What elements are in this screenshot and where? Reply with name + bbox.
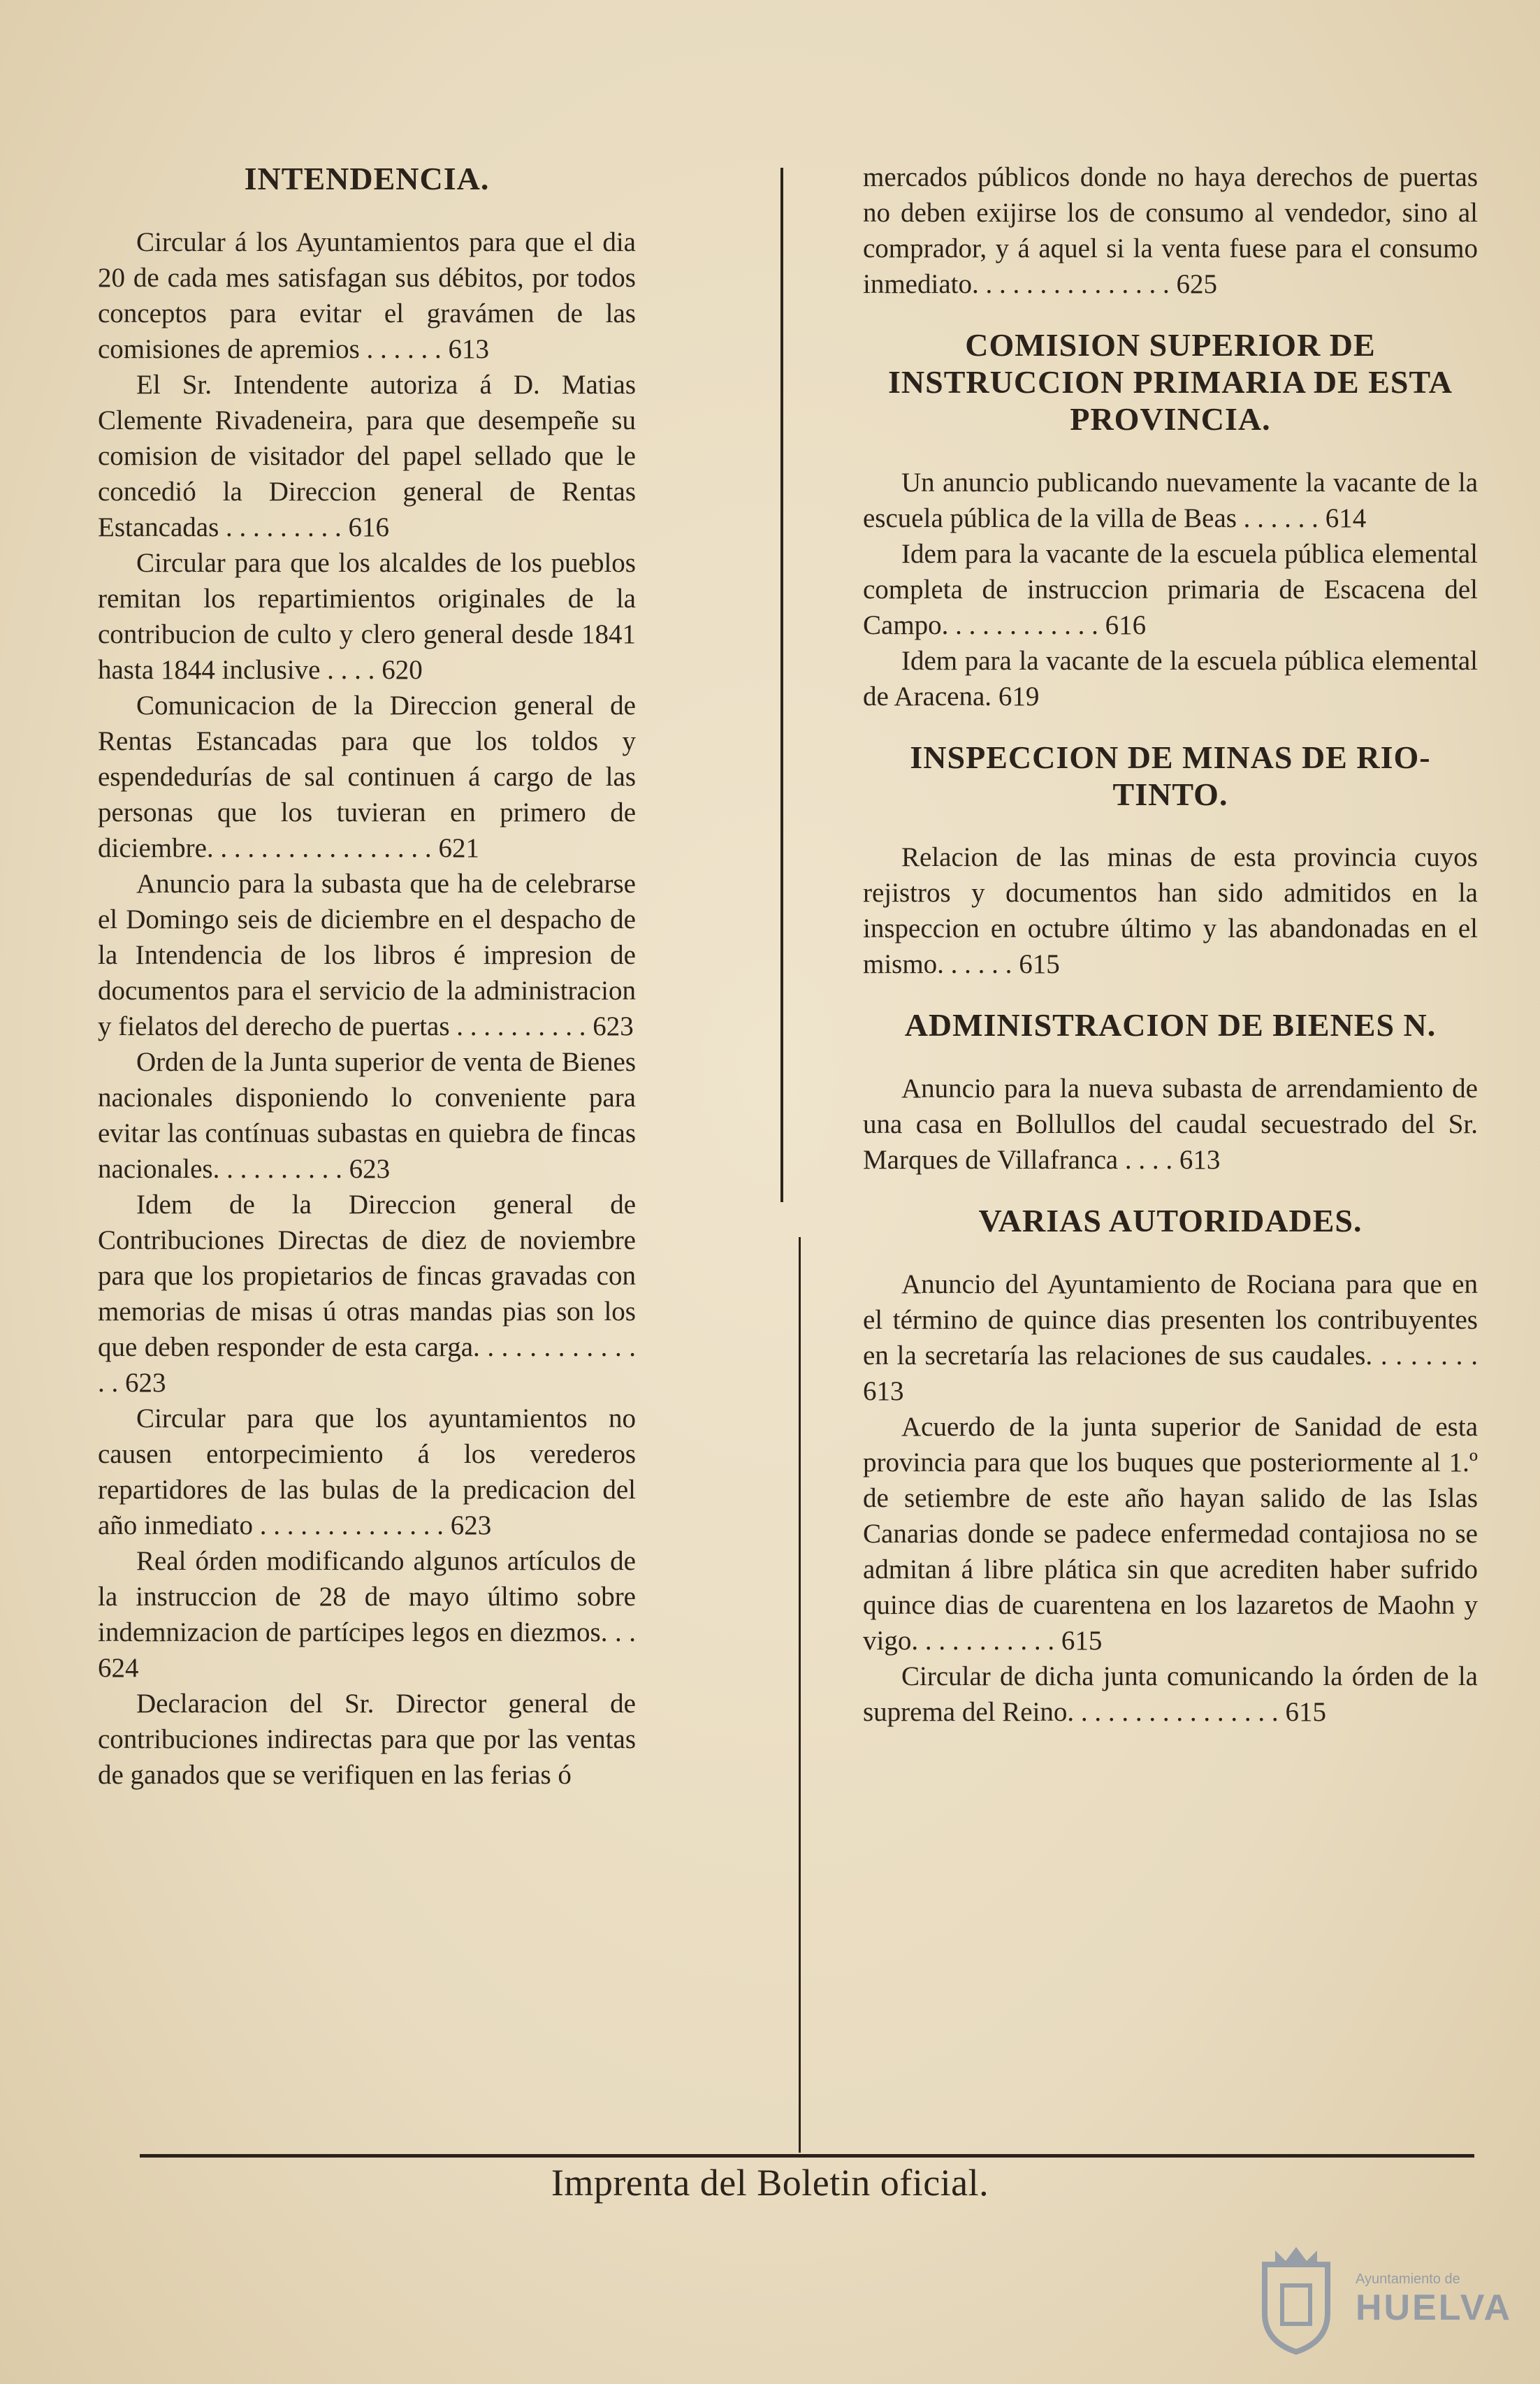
entry-text: Idem de la Direccion general de Contribuciones Directas de diez de noviembre para que los propietarios de fincas gravadas con memorias de misas ú otras mandas pias son los que deben responder de esta carga. . . . . . . . . . . . . . — [98, 1189, 636, 1398]
coat-of-arms-icon — [1251, 2237, 1342, 2355]
column-divider-bottom — [799, 1237, 801, 2153]
section-heading-intendencia: INTENDENCIA. — [244, 161, 490, 196]
index-entry — [98, 367, 636, 545]
entry-page-number: 615 — [1285, 1697, 1326, 1728]
section-heading: COMISION SUPERIOR DE INSTRUCCION PRIMARIA DE ESTA PROVINCIA. — [888, 327, 1453, 437]
index-entry — [863, 536, 1478, 643]
right-section-list — [863, 327, 1478, 1730]
entry-text: Orden de la Junta superior de venta de Bienes nacionales disponiendo lo conveniente para evitar las contínuas subastas en quiebra de fincas nacionales. . . . . . . . . . — [98, 1046, 636, 1184]
entry-page-number: 614 — [1325, 503, 1367, 533]
entry-page-number: 624 — [98, 1652, 139, 1683]
entry-text: mercados públicos donde no haya derechos de puertas no deben exijirse los de consumo al vendedor, sino al comprador, y á aquel si la venta fuese para el consumo inmediato. . . . . . . . . . . . . . . — [863, 162, 1478, 299]
entry-text: Anuncio para la nueva subasta de arrendamiento de una casa en Bollullos del caudal secuestrado del Sr. Marques de Villafranca . . . . — [863, 1074, 1478, 1176]
entry-text: Circular á los Ayuntamientos para que el dia 20 de cada mes satisfagan sus débitos, por todos conceptos para evitar el gravámen de las comisiones de apremios . . . . . . — [98, 226, 636, 364]
entry-page-number: 623 — [125, 1367, 166, 1398]
section-heading: VARIAS AUTORIDADES. — [978, 1203, 1363, 1239]
index-section — [863, 327, 1478, 714]
entry-page-number: 623 — [450, 1510, 492, 1540]
watermark-org: Ayuntamiento de — [1356, 2271, 1460, 2287]
entry-text: Circular de dicha junta comunicando la órden de la suprema del Reino. . . . . . . . . . . . . . . . — [863, 1661, 1478, 1728]
index-entry — [98, 224, 636, 367]
archive-watermark — [1251, 2237, 1513, 2362]
entry-text: Idem para la vacante de la escuela pública elemental completa de instruccion primaria de Escacena del Campo. . . . . . . . . . . . — [863, 538, 1478, 640]
section-heading: INSPECCION DE MINAS DE RIO-TINTO. — [910, 739, 1431, 812]
index-entry — [98, 1686, 636, 1793]
index-entry — [863, 465, 1478, 536]
entry-page-number: 613 — [863, 1376, 904, 1407]
entry-text: Un anuncio publicando nuevamente la vacante de la escuela pública de la villa de Beas . . . . . . — [863, 467, 1478, 533]
entry-text: Acuerdo de la junta superior de Sanidad de esta provincia para que los buques que posteriormente al 1.º de setiembre de este año hayan salido de las Islas Canarias donde se padece enfermedad contajiosa no se admitan á libre plática sin que acrediten haber sufrido quince dias de cuarentena en los lazaretos de Maohn y vigo. . . . . . . . . . . — [863, 1412, 1478, 1656]
entry-page-number: 613 — [448, 333, 489, 364]
entry-page-number: 621 — [438, 832, 479, 863]
index-entry-list — [98, 224, 636, 1793]
entry-page-number: 620 — [382, 654, 423, 685]
entry-page-number: 625 — [1176, 269, 1217, 299]
entry-text: Circular para que los ayuntamientos no causen entorpecimiento á los verederos repartidores de las bulas de la predicacion del año inmediato . . . . . . . . . . . . . . — [98, 1403, 636, 1540]
section-heading: ADMINISTRACION DE BIENES N. — [904, 1007, 1437, 1043]
index-entry — [98, 1401, 636, 1543]
entry-text: Idem para la vacante de la escuela pública elemental de Aracena. — [863, 645, 1478, 711]
index-entry — [863, 1071, 1478, 1178]
index-section — [863, 739, 1478, 983]
index-entry-continuation — [863, 159, 1478, 302]
index-entry — [863, 1409, 1478, 1659]
entry-text: Anuncio para la subasta que ha de celebrarse el Domingo seis de diciembre en el despacho de la Intendencia de los libros é impresion de documentos para el servicio de la administracion y fielatos del derecho de puertas . . . . . . . . . . — [98, 868, 636, 1041]
entry-text: Anuncio del Ayuntamiento de Rociana para que en el término de quince dias presenten los contribuyentes en la secretaría las relaciones de sus caudales. . . . . . . . — [863, 1269, 1478, 1371]
watermark-city: HUELVA — [1356, 2288, 1513, 2328]
entry-text: Comunicacion de la Direccion general de Rentas Estancadas para que los toldos y espendedurías de sal continuen á cargo de las personas que los tuvieran en primero de diciembre. . . . . . . . . . . . . . . . . — [98, 690, 636, 863]
entry-page-number: 619 — [998, 681, 1040, 711]
index-entry — [98, 866, 636, 1044]
index-entry — [98, 1543, 636, 1686]
entry-page-number: 623 — [593, 1011, 634, 1041]
index-entry — [863, 839, 1478, 982]
printer-imprint: Imprenta del Boletin oficial. — [551, 2162, 989, 2204]
index-entry — [98, 1187, 636, 1401]
entry-text: Relacion de las minas de esta provincia cuyos rejistros y documentos han sido admitidos en la inspeccion en octubre último y las abandonadas en el mismo. . . . . . — [863, 842, 1478, 980]
entry-page-number: 613 — [1179, 1145, 1221, 1176]
entry-page-number: 615 — [1019, 949, 1060, 980]
entry-text: Circular para que los alcaldes de los pueblos remitan los repartimientos originales de la contribucion de culto y clero general desde 1841 hasta 1844 inclusive . . . . — [98, 547, 636, 685]
entry-page-number: 623 — [349, 1153, 391, 1184]
index-entry — [863, 643, 1478, 714]
index-entry — [98, 545, 636, 688]
entry-page-number: 615 — [1061, 1626, 1103, 1656]
entry-page-number: 616 — [1105, 609, 1147, 640]
left-column — [98, 161, 636, 1793]
entry-page-number: 616 — [348, 512, 390, 542]
index-entry — [863, 1266, 1478, 1409]
index-entry — [98, 688, 636, 866]
entry-text: El Sr. Intendente autoriza á D. Matias Clemente Rivadeneira, para que desempeñe su comision de visitador del papel sellado que le concedió la Direccion general de Rentas Estancadas . . . . . . . . . — [98, 369, 636, 542]
index-entry — [863, 1659, 1478, 1730]
index-section — [863, 1203, 1478, 1730]
entry-text: Declaracion del Sr. Director general de contribuciones indirectas para que por las ventas de ganados que se verifiquen en las ferias ó — [98, 1688, 636, 1790]
entry-text: Real órden modificando algunos artículos de la instruccion de 28 de mayo último sobre indemnizacion de partícipes legos en diezmos. . . — [98, 1545, 636, 1647]
column-divider-top — [780, 168, 783, 1202]
right-column — [863, 159, 1478, 1755]
bottom-rule — [140, 2154, 1474, 2158]
index-entry — [98, 1044, 636, 1187]
index-section — [863, 1007, 1478, 1178]
